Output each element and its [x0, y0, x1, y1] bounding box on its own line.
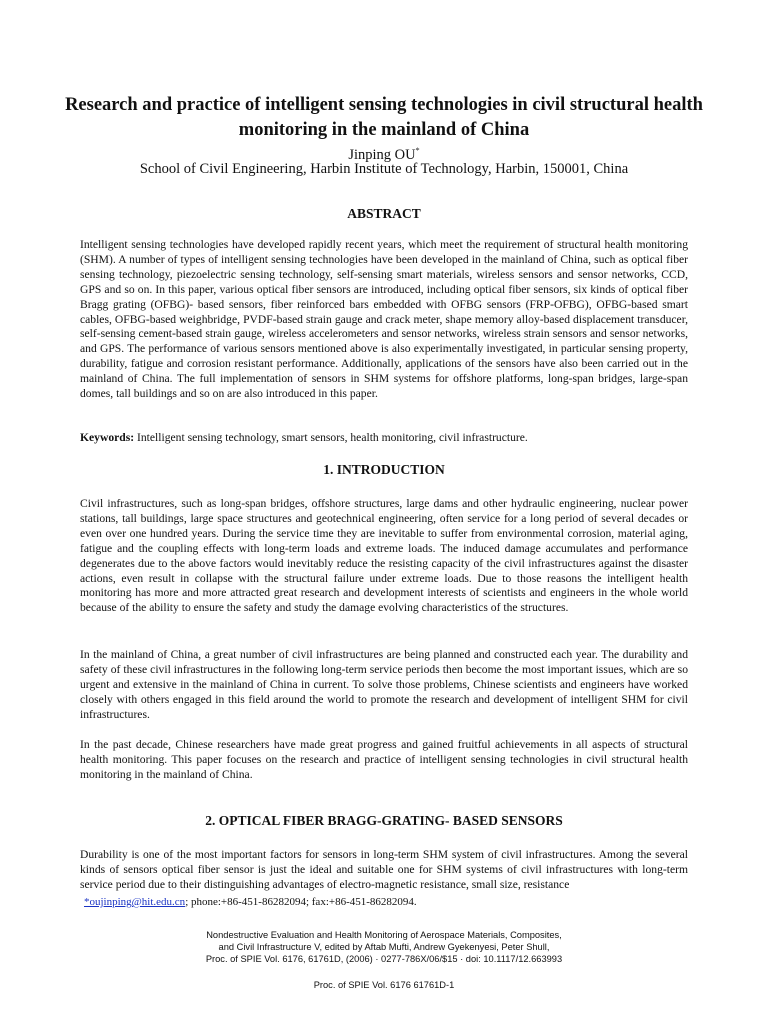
keywords-label: Keywords:	[80, 431, 135, 444]
abstract-heading: ABSTRACT	[347, 206, 421, 221]
publication-info	[84, 930, 684, 965]
author-name: Jinping OU	[348, 146, 416, 163]
section-1-heading: 1. INTRODUCTION	[323, 462, 445, 477]
section-2-heading: 2. OPTICAL FIBER BRAGG-GRATING- BASED SENSORS	[205, 813, 563, 828]
section-2-paragraph-1: Durability is one of the most important factors for sensors in long-term SHM system of civil infrastructures. Among the several kinds of sensors optical fiber sensor is just the ideal and suitable one for SHM systems of civil infrastructures with long-term service period due to their distinguishing advantages of electro-magnetic resistance, small size, resistance	[80, 848, 688, 891]
publication-info-line-2: and Civil Infrastructure V, edited by Aftab Mufti, Andrew Gyekenyesi, Peter Shull,	[218, 941, 550, 952]
email-link[interactable]: *oujinping@hit.edu.cn	[84, 896, 186, 908]
author-footnote-mark: *	[415, 146, 420, 155]
page-footer: Proc. of SPIE Vol. 6176 61761D-1	[313, 980, 455, 990]
keywords	[80, 431, 688, 446]
publication-info-line-1: Nondestructive Evaluation and Health Monitoring of Aerospace Materials, Composites,	[206, 930, 562, 940]
contact-details: ; phone:+86-451-86282094; fax:+86-451-86282094.	[185, 896, 417, 908]
author-footnote	[84, 895, 684, 909]
affiliation: School of Civil Engineering, Harbin Institute of Technology, Harbin, 150001, China	[139, 161, 629, 177]
intro-paragraph-3: In the past decade, Chinese researchers have made great progress and gained fruitful achievements in all aspects of structural health monitoring. This paper focuses on the research and practice of intelligent sensing technologies in civil structural health monitoring in the mainland of China.	[80, 738, 688, 781]
publication-info-line-3: Proc. of SPIE Vol. 6176, 61761D, (2006) · 0277-786X/06/$15 · doi: 10.1117/12.663993	[205, 953, 563, 964]
intro-paragraph-2: In the mainland of China, a great number of civil infrastructures are being planned and constructed each year. The durability and safety of these civil infrastructures in the following long-term service periods then become the most important issues, which are so urgent and extensive in the mainland of China in current. To solve those problems, Chinese scientists and engineers have worked closely with others engaged in this field around the world to promote the research and development of intelligent SHM for civil infrastructures.	[80, 648, 688, 721]
intro-paragraph-1: Civil infrastructures, such as long-span bridges, offshore structures, large dams and other hydraulic engineering, nuclear power stations, tall buildings, large space structures and geotechnical engineering, often service for a long period of several decades or even over one hundred years. During the service time they are inevitable to suffer from environmental corrosion, material aging, fatigue and the coupling effects with long-term loads and extreme loads. The induced damage accumulates and performance degenerates due to the above factors would inevitably reduce the resisting capacity of the civil infrastructures against the disaster actions, even result in collapse with the structural failure under extreme loads. Due to those reasons the intelligent health monitoring has more and more attracted great research and development interests of scientists and engineers in the whole world because of the ability to ensure the safety and study the damage evolving characteristics of the structures.	[80, 497, 688, 615]
keywords-text: Intelligent sensing technology, smart sensors, health monitoring, civil infrastructure.	[137, 431, 528, 444]
paper-title: Research and practice of intelligent sensing technologies in civil structural health monitoring in the mainland of China	[65, 95, 703, 140]
abstract-text: Intelligent sensing technologies have developed rapidly recent years, which meet the requirement of structural health monitoring (SHM). A number of types of intelligent sensing technologies have been developed in the mainland of China, such as optical fiber sensing technology, piezoelectric sensing technology, self-sensing smart materials, wireless sensors and sensor networks, CCD, GPS and so on. In this paper, various optical fiber sensors are introduced, including optical fiber sensors, six kinds of optical fiber Bragg grating (OFBG)- based sensors, fiber reinforced bars embedded with OFBG sensors (FRP-OFBG), OFBG-based smart cables, OFBG-based weighbridge, PVDF-based strain gauge and crack meter, shape memory alloy-based displacement transducer, self-sensing cement-based strain gauge, wireless accelerometers and sensor networks, wireless strain sensors and sensor networks, and GPS. The performance of various sensors mentioned above is also experimentally investigated, in particular sensing property, durability, fatigue and corrosion resistant performance. Additionally, applications of the sensors have also been carried out in the mainland of China. The full implementation of sensors in SHM systems for offshore platforms, long-span bridges, large-span domes, tall buildings and so on are also introduced in this paper.	[80, 238, 688, 401]
